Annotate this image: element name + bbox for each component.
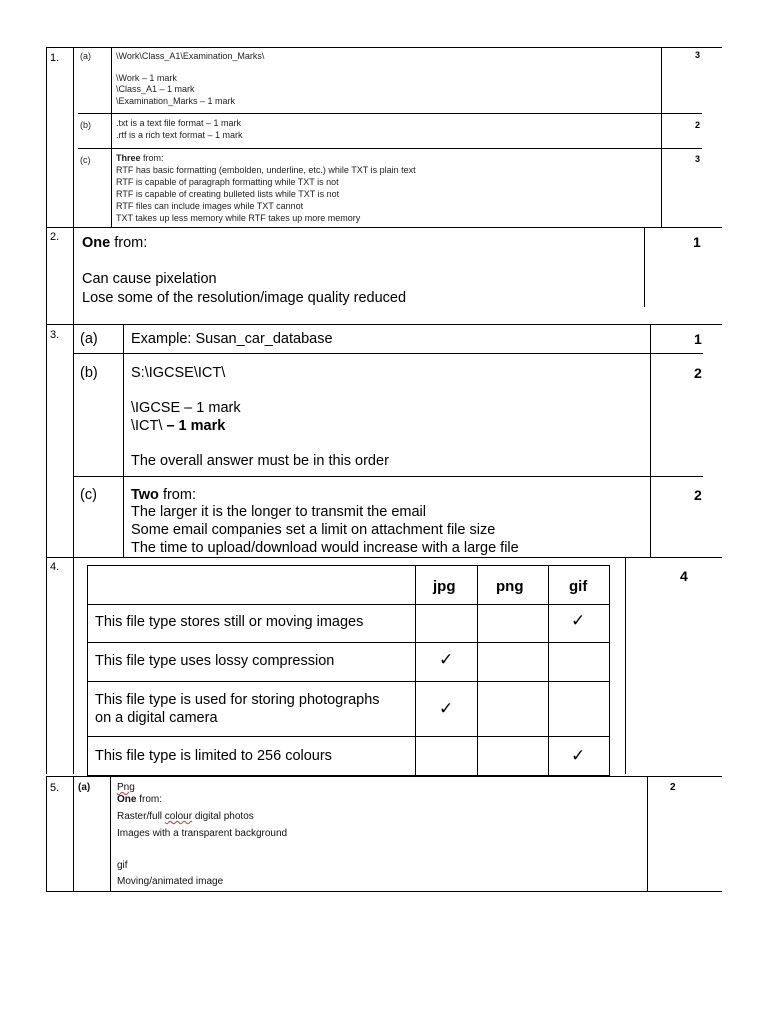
rule: [73, 476, 703, 477]
rule: [46, 324, 722, 325]
column-header-png: png: [496, 578, 524, 595]
marks: 2: [694, 365, 702, 381]
bold-keyword: One: [117, 794, 137, 805]
rule: [73, 776, 74, 892]
answer-line: RTF is capable of paragraph formatting while TXT is not: [116, 177, 339, 187]
table-row-statement: This file type is limited to 256 colours: [95, 748, 332, 764]
tick-mark: ✓: [571, 746, 586, 766]
question-number: 2.: [50, 231, 60, 243]
tick-mark: ✓: [439, 699, 454, 719]
rule: [111, 47, 112, 227]
part-label: (a): [78, 782, 91, 793]
rule: [73, 557, 74, 774]
table-rule: [477, 565, 478, 776]
bold-text: – 1 mark: [162, 418, 226, 434]
rule: [46, 47, 722, 48]
question-number: 4.: [50, 561, 60, 573]
question-number: 3.: [50, 329, 60, 341]
spelling-flagged-word: colour: [164, 811, 193, 822]
table-rule: [87, 642, 610, 643]
lead-rest: from:: [140, 153, 164, 163]
rule: [73, 227, 74, 324]
answer-line: RTF has basic formatting (embolden, underline, etc.) while TXT is plain text: [116, 165, 416, 175]
answer-line: [117, 811, 254, 823]
rule: [46, 776, 722, 777]
bold-keyword: One: [82, 235, 111, 251]
rule: [78, 148, 702, 149]
answer-line: \Examination_Marks – 1 mark: [116, 96, 236, 106]
bold-keyword: Two: [131, 487, 159, 503]
column-header-gif: gif: [569, 578, 588, 595]
answer-line: RTF files can include images while TXT cannot: [116, 201, 304, 211]
lead-rest: from:: [110, 235, 148, 251]
table-rule: [87, 565, 610, 566]
table-rule: [548, 565, 549, 776]
answer-line: .txt is a text file format – 1 mark: [116, 118, 242, 128]
line-pre: Raster/full: [117, 811, 165, 822]
rule: [46, 227, 47, 324]
rule: [73, 47, 74, 227]
answer-head: Png: [117, 782, 135, 793]
lead-rest: from:: [158, 487, 196, 503]
table-row-statement: This file type is used for storing photographs on a digital camera: [95, 692, 380, 726]
answer-line: Can cause pixelation: [82, 271, 217, 287]
table-rule: [87, 604, 610, 605]
answer-line: .rtf is a rich text format – 1 mark: [116, 130, 243, 140]
marks: 4: [680, 568, 688, 584]
question-number: 5.: [50, 782, 60, 794]
answer-line: Images with a transparent background: [117, 828, 288, 839]
rule: [46, 227, 722, 228]
rule: [46, 47, 47, 227]
answer-line: Moving/animated image: [117, 876, 224, 887]
part-label: (b): [80, 120, 91, 130]
rule: [73, 353, 703, 354]
rule: [46, 891, 722, 892]
rule: [625, 557, 626, 774]
marks: 2: [670, 782, 676, 793]
table-rule: [87, 565, 88, 776]
lead-rest: from:: [136, 794, 163, 805]
answer-line: The time to upload/download would increase with a large file: [131, 540, 519, 556]
question-number: 1.: [50, 52, 60, 64]
answer-lead: [82, 234, 147, 252]
answer-note: The overall answer must be in this order: [131, 453, 389, 469]
line-post: digital photos: [192, 811, 254, 822]
table-row-statement: This file type uses lossy compression: [95, 653, 335, 669]
marks: 1: [694, 331, 702, 347]
answer-head: gif: [117, 860, 128, 871]
answer-line: Some email companies set a limit on attachment file size: [131, 522, 496, 538]
marks: 2: [695, 120, 701, 130]
answer-path: S:\IGCSE\ICT\: [131, 365, 226, 381]
table-rule: [609, 565, 610, 776]
marks: 2: [694, 487, 702, 503]
marks: 1: [693, 234, 701, 250]
answer-line: Lose some of the resolution/image quality reduced: [82, 290, 407, 306]
rule: [46, 557, 722, 558]
answer-lead: [131, 486, 196, 504]
part-label: (c): [80, 487, 97, 503]
part-label: (c): [80, 155, 91, 165]
marks: 3: [695, 154, 701, 164]
answer-line: TXT takes up less memory while RTF takes up more memory: [116, 213, 361, 223]
rule: [650, 324, 651, 557]
rule: [73, 324, 74, 557]
bold-keyword: Three: [116, 153, 141, 163]
table-rule: [87, 681, 610, 682]
rule: [46, 324, 47, 557]
rule: [110, 776, 111, 892]
column-header-jpg: jpg: [433, 578, 456, 595]
line-pre: \ICT\: [131, 418, 163, 434]
answer-line: The larger it is the longer to transmit the email: [131, 504, 426, 520]
part-label: (a): [80, 51, 91, 61]
answer-line: \IGCSE – 1 mark: [131, 400, 241, 416]
answer-line: \Class_A1 – 1 mark: [116, 84, 195, 94]
marks: 3: [695, 50, 701, 60]
rule: [46, 557, 47, 774]
answer-path: \Work\Class_A1\Examination_Marks\: [116, 51, 265, 61]
rule: [46, 776, 47, 892]
part-label: (b): [80, 365, 98, 381]
table-rule: [87, 736, 610, 737]
table-row-statement: This file type stores still or moving images: [95, 614, 364, 630]
rule: [661, 47, 662, 227]
answer-line: RTF is capable of creating bulleted lists while TXT is not: [116, 189, 340, 199]
tick-mark: ✓: [439, 650, 454, 670]
rule: [644, 227, 645, 307]
answer-line: Example: Susan_car_database: [131, 331, 333, 347]
table-rule: [415, 565, 416, 776]
tick-mark: ✓: [571, 611, 586, 631]
rule: [123, 324, 124, 557]
rule: [78, 113, 702, 114]
rule: [647, 776, 648, 892]
answer-lead: [117, 794, 162, 806]
answer-line: [131, 417, 225, 435]
part-label: (a): [80, 331, 98, 347]
answer-line: \Work – 1 mark: [116, 73, 177, 83]
answer-lead: [116, 153, 164, 164]
